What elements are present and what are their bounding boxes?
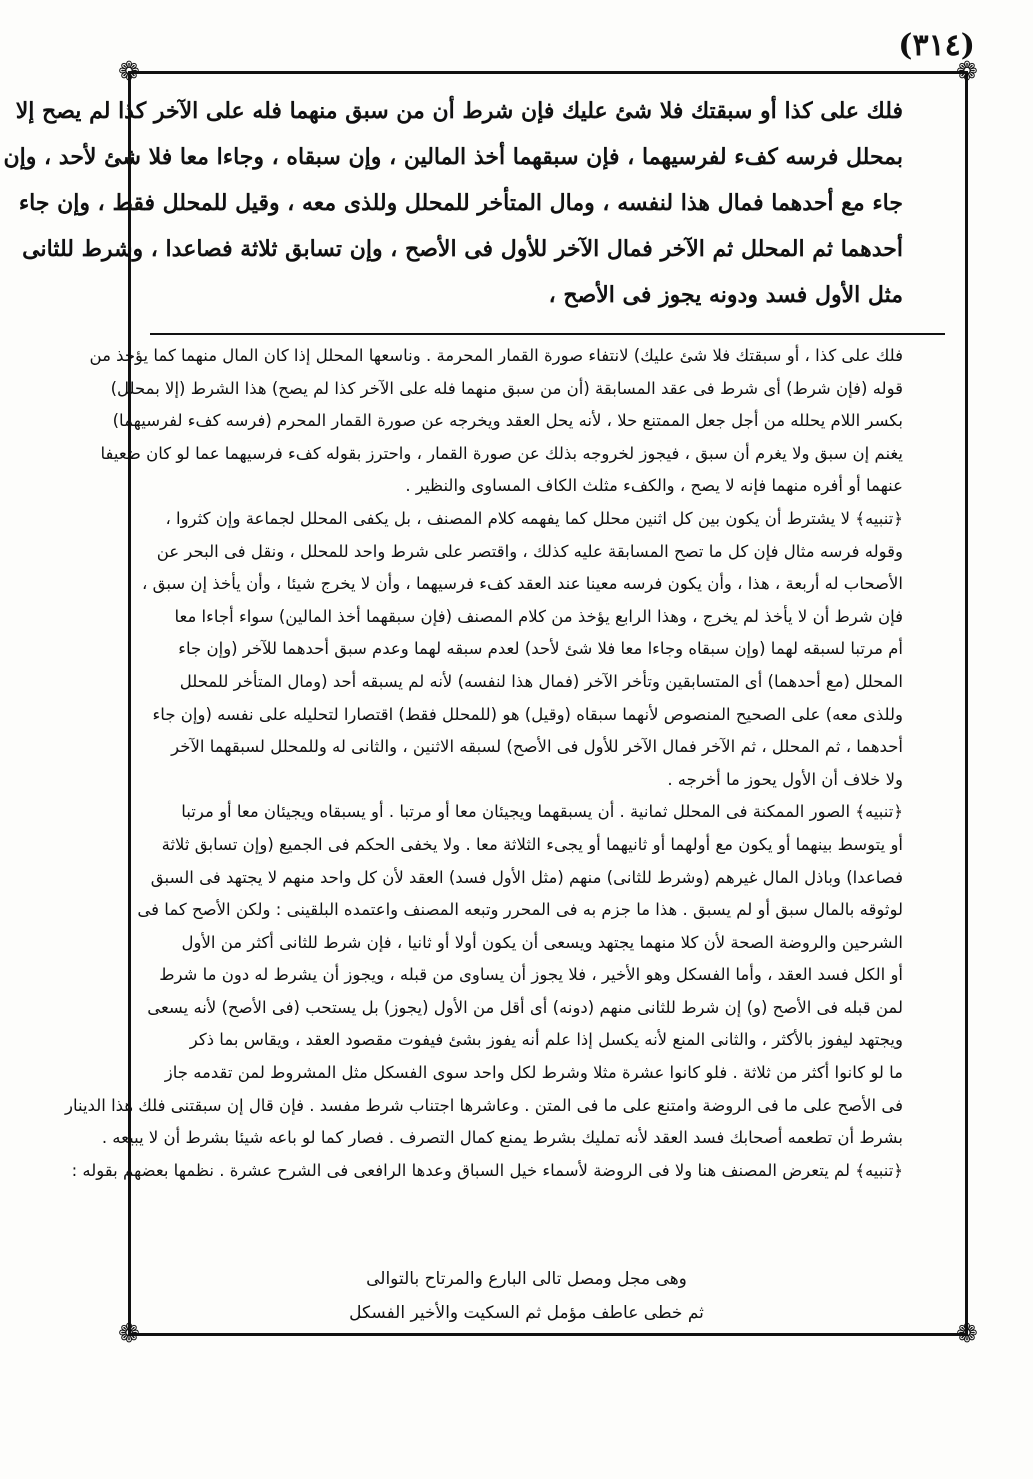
matn-line: أحدهما ثم المحلل ثم الآخر فمال الآخر للأول فى الأصح ، وإن تسابق ثلاثة فصاعدا ، وشرط للثانى	[22, 236, 903, 262]
sharh-line: ﴿تنبيه﴾ لم يتعرض المصنف هنا ولا فى الروضة لأسماء خيل السباق وعدها الرافعى فى الشرح عشرة . نظمها بعضهم بقوله :	[71, 1160, 903, 1180]
frame-bottom-border	[128, 1333, 968, 1336]
matn-line: بمحلل فرسه كفء لفرسيهما ، فإن سبقهما أخذ المالين ، وإن سبقاه ، وجاءا معا فلا شئ لأحد ، وإن	[3, 144, 903, 170]
sharh-line: لوثوقه بالمال سبق أو لم يسبق . هذا ما جزم به فى المحرر وتبعه المصنف واعتمده البلقينى : ولكن الأصح كما فى	[137, 900, 903, 920]
matn-line: مثل الأول فسد ودونه يجوز فى الأصح ،	[548, 282, 903, 308]
sharh-line: أو يتوسط بينهما أو يكون مع أولهما أو ثانيهما أو يجىء الثلاثة معا . ولا يخفى الحكم فى الجميع (وإن تسابق ثلاثة	[161, 834, 903, 854]
section-divider	[150, 333, 945, 335]
corner-ornament-icon: ❁	[956, 57, 978, 87]
sharh-line: الأصحاب له أربعة ، هذا ، وأن يكون فرسه معينا عند العقد كفء فرسيهما ، وأن لا يخرج شيئا ، وأن يأخذ إن سبق ،	[142, 574, 903, 594]
sharh-line: بشرط أن تطعمه أصحابك فسد العقد لأنه تمليك بشرط يمنع كمال التصرف . فصار كما لو باعه شيئا بشرط أن لا يبيعه .	[101, 1128, 903, 1148]
sharh-line: أحدهما ، ثم المحلل ، ثم الآخر فمال الآخر للأول فى الأصح) لسبقه الاثنين ، والثانى له وللمحلل لسبقهما الآخر	[171, 737, 903, 757]
sharh-line: فلك على كذا ، أو سبقتك فلا شئ عليك) لانتفاء صورة القمار المحرمة . وناسعها المحلل إذا كان المال منهما كما يؤخذ من	[89, 346, 903, 365]
corner-ornament-icon: ❁	[118, 57, 140, 87]
sharh-line: ويجتهد ليفوز بالأكثر ، والثانى المنع لأنه يكسل إذا علم أنه يفوز بشئ فيفوت مقصود العقد ، ويقاس بما ذكر	[189, 1030, 903, 1050]
sharh-line: يغنم إن سبق ولا يغرم أن سبق ، فيجوز لخروجه بذلك عن صورة القمار ، واحترز بقوله كفء فرسيهما عما لو كان ضعيفا	[100, 443, 903, 463]
sharh-line: لمن قبله فى الأصح (و) إن شرط للثانى منهم (دونه) أى أقل من الأول (يجوز) بل يستحب (فى الأصح) لأنه يسعى	[147, 997, 903, 1017]
sharh-line: ولا خلاف أن الأول يحوز ما أخرجه .	[667, 769, 903, 789]
frame-right-border	[965, 71, 968, 1336]
sharh-line: أو الكل فسد العقد ، وأما الفسكل وهو الأخير ، فلا يجوز أن يساوى من قبله ، ويجوز أن يشرط له دون ما شرط	[159, 965, 903, 985]
poem-verse: وهى مجل ومصل تالى البارع والمرتاح بالتوالى	[366, 1269, 687, 1289]
sharh-line: بكسر اللام يحلله من أجل جعل الممتنع حلا ، لأنه يحل العقد ويخرجه عن صورة القمار المحرم (فرسه كفء لفرسيهما)	[112, 411, 903, 431]
sharh-line: قوله (فإن شرط) أى شرط فى عقد المسابقة (أن من سبق منهما فله على الآخر كذا لم يصح) هذا الشرط (إلا بمحلل)	[110, 378, 903, 398]
sharh-line: أم مرتبا لسبقه لهما (وإن سبقاه وجاءا معا فلا شئ لأحد) لعدم سبقه لهما وعدم سبق أحدهما للآخر (وإن جاء	[178, 639, 903, 659]
matn-line: جاء مع أحدهما فمال هذا لنفسه ، ومال المتأخر للمحلل وللذى معه ، وقيل للمحلل فقط ، وإن جاء	[18, 190, 903, 216]
matn-line: فلك على كذا أو سبقتك فلا شئ عليك فإن شرط أن من سبق منهما فله على الآخر كذا لم يصح إلا	[15, 98, 903, 124]
poem-verse: ثم خطى عاطف مؤمل ثم السكيت والأخير الفسكل	[349, 1303, 704, 1323]
sharh-line: فإن شرط أن لا يأخذ لم يخرج ، وهذا الرابع يؤخذ من كلام المصنف (فإن سبقهما أخذ المالين) سواء أجاءا معا	[174, 606, 903, 626]
matn-text	[3, 88, 903, 328]
sharh-line: المحلل (مع أحدهما) أى المتسابقين وتأخر الآخر (فمال هذا لنفسه) لأنه لم يسبقه أحد (ومال المتأخر للمحلل	[179, 671, 903, 691]
sharh-line: عنهما أو أفره منهما فإنه لا يصح ، والكفء مثلث الكاف المساوى والنظير .	[405, 476, 903, 496]
sharh-line: فى الأصح على ما فى الروضة وامتنع على ما فى المتن . وعاشرها اجتناب شرط مفسد . فإن قال إن سبقتنى فلك هذا الدينار	[64, 1095, 903, 1115]
sharh-line: ﴿تنبيه﴾ الصور الممكنة فى المحلل ثمانية . أن يسبقهما ويجيئان معا أو مرتبا . أو يسبقاه ويجيئان معا أو مرتبا	[181, 802, 903, 822]
sharh-line: وللذى معه) على الصحيح المنصوص لأنهما سبقاه (وقيل) هو (للمحلل فقط) اقتصارا لتحليله على نفسه (وإن جاء	[152, 704, 903, 724]
corner-ornament-icon: ❁	[118, 1319, 140, 1349]
sharh-line: ﴿تنبيه﴾ لا يشترط أن يكون بين كل اثنين محلل كما يفهمه كلام المصنف ، بل يكفى المحلل لجماعة وإن كثروا ،	[165, 508, 903, 528]
sharh-line: الشرحين والروضة الصحة لأن كلا منهما يجتهد ويسعى أن يكون أولا أو ثانيا ، فإن شرط للثانى أكثر من الأول	[181, 932, 903, 952]
sharh-line: فصاعدا) وباذل المال غيرهم (وشرط للثانى) منهم (مثل الأول فسد) العقد لأن كل واحد منهم لا يجتهد فى السبق	[150, 867, 903, 887]
frame-top-border	[128, 71, 968, 74]
corner-ornament-icon: ❁	[956, 1319, 978, 1349]
sharh-line: وقوله فرسه مثال فإن كل ما تصح المسابقة عليه كذلك ، واقتصر على شرط واحد للمحلل ، ونقل فى البحر عن	[156, 541, 903, 561]
sharh-line: ما لو كانوا أكثر من ثلاثة . فلو كانوا عشرة مثلا وشرط لكل واحد سوى الفسكل مثل المشروط لمن تقدمه جاز	[164, 1063, 903, 1083]
page-number: (٣١٤)	[898, 28, 975, 63]
sharh-text	[64, 340, 903, 1230]
poem-verses	[150, 1262, 903, 1330]
